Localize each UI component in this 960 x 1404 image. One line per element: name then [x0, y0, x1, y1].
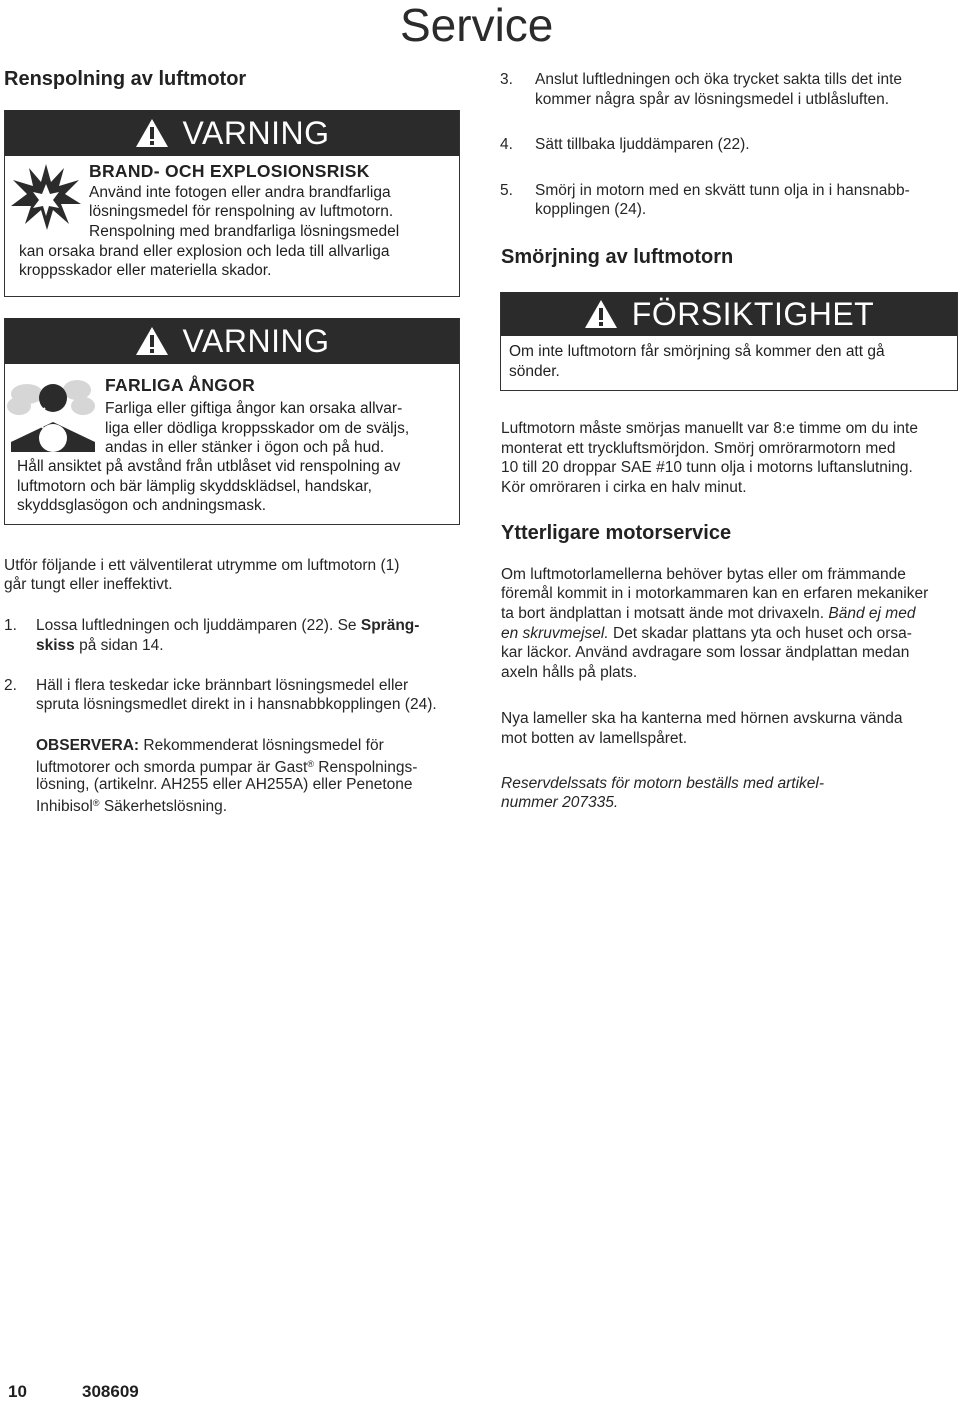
- warning-text-line: Renspolning med brandfarliga lösningsmedel: [89, 223, 400, 240]
- warning-triangle-icon: [135, 326, 169, 356]
- warning-banner-text: VARNING: [182, 322, 330, 359]
- intro-line: går tungt eller ineffektivt.: [4, 576, 173, 593]
- extra-text-line: Om luftmotorlamellerna behöver bytas eller om främmande: [501, 566, 906, 583]
- explosion-icon: [9, 162, 83, 232]
- warning-banner-text: VARNING: [182, 114, 330, 151]
- warning-box-fire: [4, 110, 460, 297]
- note-line: lösning, (artikelnr. AH255 eller AH255A) eller Penetone: [36, 776, 413, 793]
- note-text: luftmotorer och smorda pumpar är Gast: [36, 759, 308, 776]
- step-2-line: Häll i flera teskedar icke brännbart lösningsmedel eller: [36, 677, 409, 694]
- parts-kit-line: nummer 207335.: [501, 794, 619, 811]
- document-number: 308609: [82, 1382, 139, 1401]
- registered-mark: ®: [307, 759, 314, 769]
- extra-text-line: [501, 604, 915, 624]
- step-1-number: 1.: [4, 617, 17, 634]
- section-title-extra-service: Ytterligare motorservice: [501, 522, 732, 544]
- caution-banner-text: FÖRSIKTIGHET: [631, 295, 875, 332]
- caution-box: [500, 292, 958, 391]
- caution-body: [501, 336, 957, 390]
- caution-banner: [501, 292, 957, 336]
- parts-kit-line: Reservdelssats för motorn beställs med artikel-: [501, 775, 825, 792]
- step-1-text: Lossa luftledningen och ljuddämparen (22). Se: [36, 617, 361, 634]
- warning-text-line: Håll ansiktet på avstånd från utblåset vid renspolning av: [17, 458, 401, 475]
- intro-line: Utför följande i ett välventilerat utrymme om luftmotorn (1): [4, 557, 400, 574]
- lube-text-line: Luftmotorn måste smörjas manuellt var 8:e timme om du inte: [501, 420, 918, 437]
- caution-text-line: Om inte luftmotorn får smörjning så kommer den att gå: [509, 343, 885, 360]
- hazard-title-fumes: FARLIGA ÅNGOR: [105, 375, 256, 395]
- section-title-lubrication: Smörjning av luftmotorn: [501, 246, 734, 268]
- warning-text-line: liga eller dödliga kroppsskador om de sväljs,: [105, 420, 410, 437]
- extra-text-italic: Bänd ej med: [828, 605, 916, 622]
- extra-text-line: kar läckor. Använd avdragare som lossar ändplattan medan: [501, 644, 910, 661]
- step-2-number: 2.: [4, 677, 17, 694]
- warning-text-line: kan orsaka brand eller explosion och leda till allvarliga: [19, 243, 390, 260]
- warning-body: [5, 156, 459, 296]
- section-title-flush: Renspolning av luftmotor: [4, 68, 247, 90]
- note-text: Renspolnings-: [314, 759, 418, 776]
- note-label: OBSERVERA:: [36, 737, 140, 754]
- warning-text-line: Använd inte fotogen eller andra brandfarliga: [89, 184, 391, 201]
- step-5-line: Smörj in motorn med en skvätt tunn olja in i hansnabb-: [535, 182, 910, 199]
- warning-triangle-icon: [135, 118, 169, 148]
- warning-text-line: skyddsglasögon och andningsmask.: [17, 497, 267, 514]
- step-1-text: på sidan 14.: [74, 637, 164, 654]
- step-5-line: kopplingen (24).: [535, 201, 647, 218]
- lube-text-line: monterat ett tryckluftsmörjdon. Smörj omrörarmotorn med: [501, 440, 896, 457]
- extra-text: Det skadar plattans yta och huset och orsa-: [608, 625, 912, 642]
- warning-banner: [5, 318, 459, 364]
- registered-mark: ®: [92, 798, 100, 808]
- note-text: Rekommenderat lösningsmedel för: [139, 737, 384, 754]
- step-4-line: Sätt tillbaka ljuddämparen (22).: [535, 136, 750, 153]
- note-text: Säkerhetslösning.: [99, 798, 228, 815]
- warning-body: [5, 364, 459, 524]
- extra-text-line: axeln hålls på plats.: [501, 664, 638, 681]
- step-4-number: 4.: [500, 136, 513, 153]
- warning-text-line: luftmotorn och bär lämplig skyddsklädsel, handskar,: [17, 478, 372, 495]
- extra-text: ta bort ändplattan i motsatt ände mot drivaxeln.: [501, 605, 829, 622]
- warning-triangle-icon: [584, 299, 618, 329]
- caution-text-line: sönder.: [509, 363, 560, 380]
- step-1-bold: skiss: [36, 637, 75, 654]
- step-3-line: kommer några spår av lösningsmedel i utblåsluften.: [535, 91, 890, 108]
- warning-box-fumes: [4, 318, 460, 525]
- extra-text-line: mot botten av lamellspåret.: [501, 730, 688, 747]
- extra-text-line: [501, 624, 912, 644]
- lube-text-line: Kör omröraren i cirka en halv minut.: [501, 479, 747, 496]
- warning-text-line: Farliga eller giftiga ångor kan orsaka allvar-: [105, 400, 403, 417]
- warning-banner: [5, 110, 459, 156]
- warning-text-line: lösningsmedel för renspolning av luftmotorn.: [89, 203, 394, 220]
- note-line: [36, 736, 384, 756]
- note-text: Inhibisol: [36, 798, 93, 815]
- lube-text-line: 10 till 20 droppar SAE #10 tunn olja i motorns luftanslutning.: [501, 459, 913, 476]
- extra-text-line: Nya lameller ska ha kanterna med hörnen avskurna vända: [501, 710, 903, 727]
- step-5-number: 5.: [500, 182, 513, 199]
- step-3-line: Anslut luftledningen och öka trycket sakta tills det inte: [535, 71, 903, 88]
- toxic-fumes-icon: [7, 372, 97, 458]
- page-number: 10: [8, 1382, 27, 1401]
- hazard-title-fire: BRAND- OCH EXPLOSIONSRISK: [89, 161, 370, 181]
- step-1-line: [36, 616, 419, 636]
- extra-text-line: föremål kommit in i motorkammaren kan en erfaren mekaniker: [501, 585, 929, 602]
- warning-text-line: kroppsskador eller materiella skador.: [19, 262, 272, 279]
- step-1-line: [36, 636, 164, 656]
- page-title: Service: [400, 0, 554, 51]
- extra-text-italic: en skruvmejsel.: [501, 625, 609, 642]
- warning-text-line: andas in eller stänker i ögon och på hud.: [105, 439, 385, 456]
- step-3-number: 3.: [500, 71, 513, 88]
- step-2-line: spruta lösningsmedlet direkt in i hansnabbkopplingen (24).: [36, 696, 437, 713]
- note-line: [36, 794, 227, 817]
- step-1-bold: Spräng-: [360, 617, 420, 634]
